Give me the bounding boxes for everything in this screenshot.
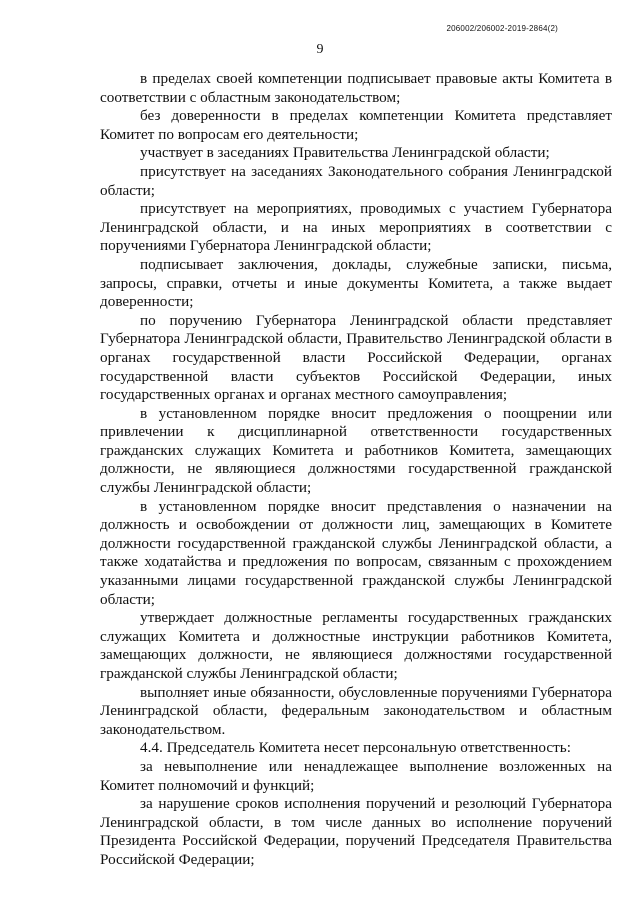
paragraph-represent-governor: по поручению Губернатора Ленинградской области представляет Губернатора Ленинградской области, Правительство Ленинградской области в органах государственной власти Российской Федерации, органах государственной власти субъектов Российской Федерации, иных государственных органах и органах местного самоуправления; [100, 311, 612, 404]
paragraph-legislative-meetings: присутствует на заседаниях Законодательного собрания Ленинградской области; [100, 162, 612, 199]
paragraph-rewards-discipline: в установленном порядке вносит предложения о поощрении или привлечении к дисциплинарной ответственности государственных гражданских служащих Комитета и работников Комитета, замещающих должности, не являющиеся должностями государственной гражданской службы Ленинградской области; [100, 404, 612, 497]
paragraph-represent-committee: без доверенности в пределах компетенции Комитета представляет Комитет по вопросам его деятельности; [100, 107, 612, 143]
paragraph-governor-events: присутствует на мероприятиях, проводимых с участием Губернатора Ленинградской области, и на иных мероприятиях в соответствии с поручениями Губернатора Ленинградской области; [100, 200, 612, 255]
paragraph-responsibility-deadlines: за нарушение сроков исполнения поручений и резолюций Губернатора Ленинградской области, в том числе данных во исполнение поручений Президента Российской Федерации, поручений Председателя Правительства Российской Федерации; [100, 795, 612, 868]
paragraph-other-duties: выполняет иные обязанности, обусловленные поручениями Губернатора Ленинградской области, федеральным законодательством и областным законодательством. [100, 683, 612, 738]
paragraph-appointments: в установленном порядке вносит представления о назначении на должность и освобождении от должности лиц, замещающих в Комитете должности государственной гражданской службы Ленинградской области, а также ходатайства и предложения по вопросам, связанным с прохождением указанными лицами государственной гражданской службы Ленинградской области; [100, 497, 612, 608]
paragraph-government-meetings: участвует в заседаниях Правительства Ленинградской области; [140, 144, 550, 162]
document-body [100, 70, 612, 870]
paragraph-sign-documents: подписывает заключения, доклады, служебные записки, письма, запросы, справки, отчеты и иные документы Комитета, а также выдает доверенности; [100, 255, 612, 311]
paragraph-job-regulations: утверждает должностные регламенты государственных гражданских служащих Комитета и должностные инструкции работников Комитета, замещающих должности, не являющиеся должностями государственной гражданской службы Ленинградской области; [100, 609, 612, 682]
paragraph-section-4-4: 4.4. Председатель Комитета несет персональную ответственность: [140, 739, 571, 757]
paragraph-responsibility-functions: за невыполнение или ненадлежащее выполнение возложенных на Комитет полномочий и функций; [100, 757, 612, 794]
page-number: 9 [316, 42, 324, 57]
paragraph-sign-acts: в пределах своей компетенции подписывает правовые акты Комитета в соответствии с областным законодательством; [100, 70, 612, 106]
document-id: 206002/206002-2019-2864(2) [446, 24, 558, 33]
